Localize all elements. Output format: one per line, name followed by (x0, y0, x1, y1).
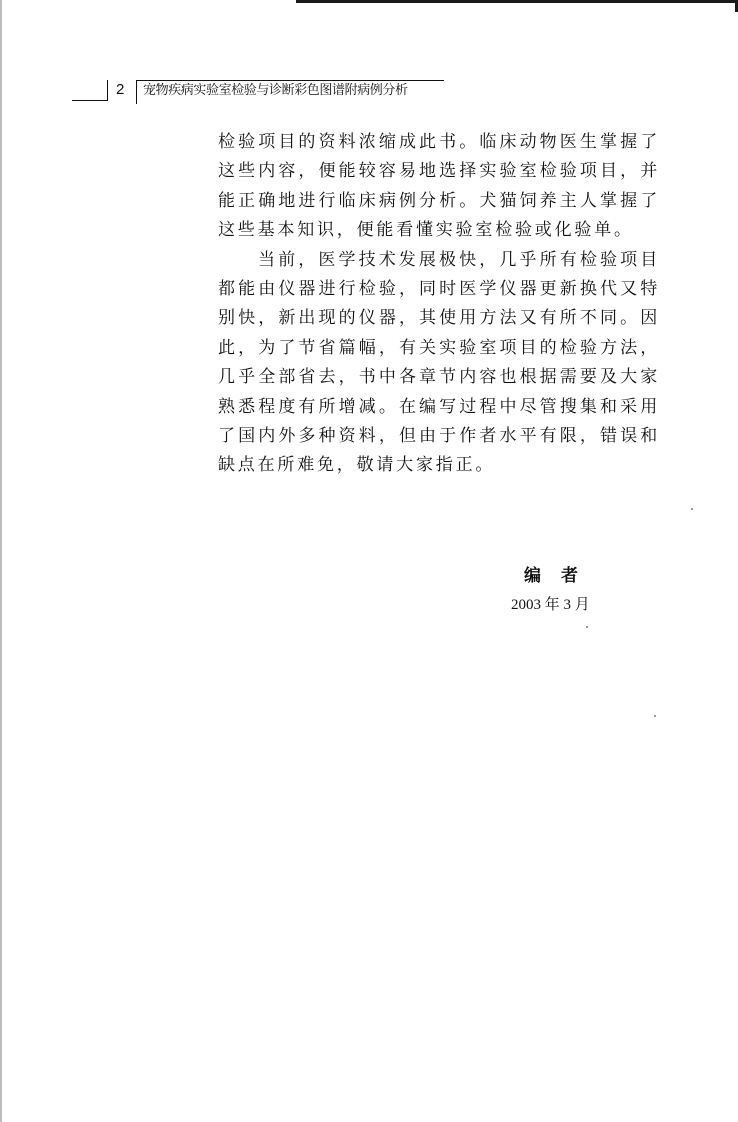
paragraph: 检验项目的资料浓缩成此书。临床动物医生掌握了这些内容，便能较容易地选择实验室检验项目，并能正确地进行临床病例分析。犬猫饲养主人掌握了这些基本知识，便能看懂实验室检验或化验单。 (218, 132, 660, 241)
book-title: 宠物疾病实验室检验与诊断彩色图谱附病例分析 (143, 83, 408, 98)
page-number: 2 (116, 81, 125, 98)
scan-speck (691, 508, 693, 510)
running-header (72, 80, 452, 104)
preface-body (218, 128, 660, 481)
header-rule-top (136, 80, 444, 81)
header-divider-mid (136, 80, 137, 104)
editor-label: 编者 (524, 566, 598, 586)
header-divider-left (107, 80, 108, 101)
scan-left-edge (0, 0, 2, 1122)
scan-top-edge (296, 0, 738, 3)
paragraph: 当前，医学技术发展极快，几乎所有检验项目都能由仪器进行检验，同时医学仪器更新换代又特别快，新出现的仪器，其使用方法又有所不同。因此，为了节省篇幅，有关实验室项目的检验方法，几乎全部省去，书中各章节内容也根据需要及大家熟悉程度有所增减。在编写过程中尽管搜集和采用了国内外多种资料，但由于作者水平有限，错误和缺点在所难免，敬请大家指正。 (218, 249, 660, 476)
header-rule-left (72, 100, 108, 101)
date-line: 2003 年 3 月 (511, 597, 590, 613)
scan-speck (586, 626, 588, 628)
scan-speck (654, 715, 656, 717)
